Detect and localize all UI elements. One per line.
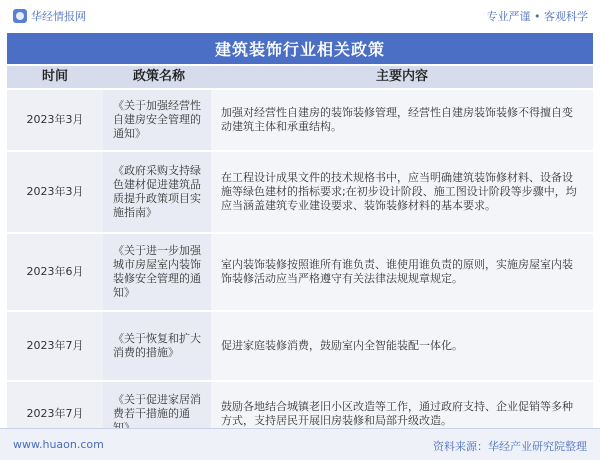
top-bar xyxy=(0,0,600,30)
row-policy-name: 《关于恢复和扩大消费的措施》 xyxy=(103,312,211,380)
row-policy-name: 《关于加强经营性自建房安全管理的通知》 xyxy=(103,90,211,150)
row-content: 室内装饰装修按照谁所有谁负责、谁使用谁负责的原则，实施房屋室内装饰装修活动应当严格遵守有关法律法规规章规定。 xyxy=(211,234,593,310)
website-link[interactable]: www.huaon.com xyxy=(13,438,104,451)
row-content: 在工程设计成果文件的技术规格书中，应当明确建筑装饰修材料、设备设施等绿色建材的指标要求;在初步设计阶段、施工图设计阶段等步骤中，均应当涵盖建筑专业建设要求、装饰装修材料的基本要求。 xyxy=(211,152,593,232)
table-row xyxy=(7,312,593,382)
brand-logo[interactable] xyxy=(13,8,86,24)
table-row xyxy=(7,234,593,312)
brand-name: 华经情报网 xyxy=(31,10,86,23)
row-policy-name: 《关于促进家居消费若干措施的通 xyxy=(103,382,211,446)
row-content: 促进家庭装修消费，鼓励室内全智能装配一体化。 xyxy=(211,312,593,380)
brand-slogan: 专业严谨 • 客观科学 xyxy=(486,10,588,23)
row-time: 2023年7月 xyxy=(7,382,103,446)
header-policy-name: 政策名称 xyxy=(132,69,185,84)
row-policy-name: 《关于进一步加强城市房屋室内装饰装修安全管理的通知》 xyxy=(103,234,211,310)
page-title: 建筑装饰行业相关政策 xyxy=(214,40,385,59)
table-row xyxy=(7,90,593,152)
policy-table xyxy=(7,66,593,446)
row-content: 加强对经营性自建房的装饰装修管理，经营性自建房装饰装修不得擅自变动建筑主体和承重结构。 xyxy=(211,90,593,150)
row-policy-name: 《政府采购支持绿色建材促进建筑品质提升政策项目实施指南》 xyxy=(103,152,211,232)
logo-icon xyxy=(13,9,27,23)
header-time: 时间 xyxy=(41,69,68,84)
footer-bar xyxy=(0,428,600,460)
data-source: 资料来源：华经产业研究院整理 xyxy=(433,440,587,453)
table-header-row xyxy=(7,66,593,90)
title-bar xyxy=(7,33,593,64)
row-time: 2023年3月 xyxy=(7,152,103,232)
header-main-content: 主要内容 xyxy=(375,69,428,84)
row-content: 鼓励各地结合城镇老旧小区改造等工作，通过政府支持、企业促销等多种方式，支持居民开展旧房装修和局部升级改造。 xyxy=(211,382,593,446)
table-row xyxy=(7,152,593,234)
row-time: 2023年6月 xyxy=(7,234,103,310)
row-time: 2023年3月 xyxy=(7,90,103,150)
row-time: 2023年7月 xyxy=(7,312,103,380)
